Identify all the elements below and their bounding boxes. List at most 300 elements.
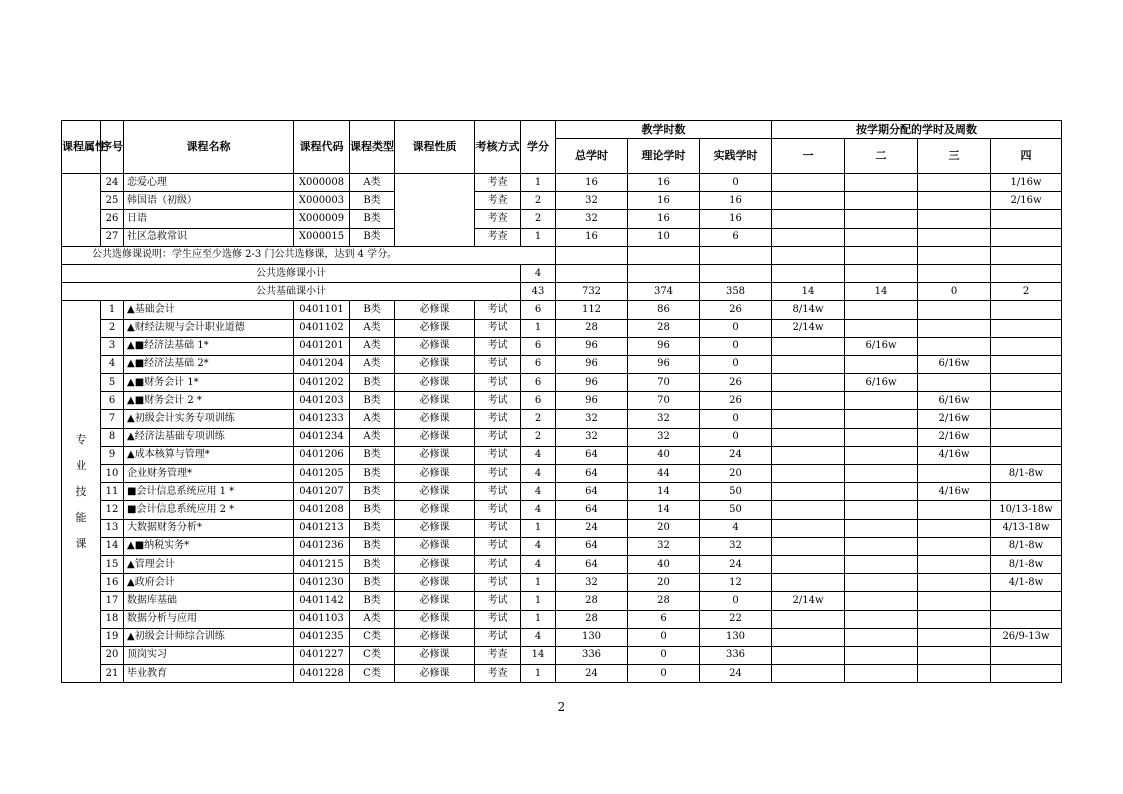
total-hours-cell: 64 [556,483,628,501]
semester-1-cell [772,210,845,228]
semester-1-cell [772,501,845,519]
header-hours-group: 教学时数 [556,121,772,139]
seq-cell: 20 [101,646,124,664]
course-type-cell: B类 [350,392,395,410]
theory-hours-cell: 14 [628,501,700,519]
seq-cell: 27 [101,228,124,246]
public-subtotal-practice: 358 [700,283,772,301]
course-type-cell: B类 [350,228,395,246]
table-row [62,337,1062,355]
course-code-cell: 0401101 [294,301,350,319]
semester-3-cell [918,592,991,610]
table-row [62,210,1062,228]
course-code-cell: 0401203 [294,392,350,410]
semester-2-cell [845,192,918,210]
semester-2-cell [845,410,918,428]
semester-1-cell [772,646,845,664]
semester-2-cell [845,392,918,410]
total-hours-cell: 24 [556,665,628,683]
practice-hours-cell: 0 [700,355,772,373]
course-code-cell: 0401202 [294,374,350,392]
course-type-cell: A类 [350,319,395,337]
course-name-cell: ▲■财务会计 2 * [124,392,294,410]
table-row [62,410,1062,428]
elective-note-row [62,246,1062,264]
course-code-cell: 0401230 [294,574,350,592]
course-type-cell: B类 [350,501,395,519]
practice-hours-cell: 4 [700,519,772,537]
table-row [62,355,1062,373]
header-row-1 [62,121,1062,139]
header-assessment: 考核方式 [475,121,521,174]
course-code-cell: 0401201 [294,337,350,355]
semester-4-cell: 2/16w [991,192,1062,210]
total-hours-cell: 32 [556,574,628,592]
course-nature-cell: 必修课 [395,465,475,483]
elective-subtotal-row [62,264,1062,282]
page-number: 2 [557,700,566,714]
credit-cell: 1 [521,174,556,192]
public-subtotal-theory: 374 [628,283,700,301]
course-nature-cell: 必修课 [395,355,475,373]
practice-hours-cell: 0 [700,428,772,446]
course-name-cell: ▲■经济法基础 1* [124,337,294,355]
course-nature-cell: 必修课 [395,501,475,519]
curriculum-table [61,120,1062,683]
course-type-cell: B类 [350,519,395,537]
course-type-cell: C类 [350,646,395,664]
credit-cell: 4 [521,537,556,555]
course-nature-cell: 必修课 [395,665,475,683]
course-name-cell: 日语 [124,210,294,228]
semester-2-cell [845,355,918,373]
course-name-cell: ▲■纳税实务* [124,537,294,555]
semester-1-cell [772,192,845,210]
theory-hours-cell: 32 [628,410,700,428]
semester-3-cell [918,665,991,683]
credit-cell: 4 [521,555,556,573]
semester-4-cell [991,301,1062,319]
assessment-cell: 考试 [475,355,521,373]
theory-hours-cell: 16 [628,174,700,192]
seq-cell: 4 [101,355,124,373]
header-seq: 序号 [101,121,124,174]
seq-cell: 19 [101,628,124,646]
assessment-cell: 考试 [475,319,521,337]
assessment-cell: 考试 [475,446,521,464]
assessment-cell: 考试 [475,519,521,537]
header-total-hours: 总学时 [556,139,628,174]
theory-hours-cell: 16 [628,210,700,228]
course-type-cell: B类 [350,537,395,555]
seq-cell: 7 [101,410,124,428]
semester-4-cell [991,410,1062,428]
course-code-cell: 0401234 [294,428,350,446]
course-name-cell: ▲管理会计 [124,555,294,573]
course-code-cell: 0401204 [294,355,350,373]
practice-hours-cell: 6 [700,228,772,246]
semester-1-cell [772,337,845,355]
course-name-cell: ▲财经法规与会计职业道德 [124,319,294,337]
semester-4-cell [991,483,1062,501]
semester-2-cell [845,574,918,592]
semester-2-cell [845,228,918,246]
public-subtotal-label: 公共基础课小计 [62,283,521,301]
semester-3-cell [918,537,991,555]
course-nature-cell: 必修课 [395,610,475,628]
semester-2-cell [845,483,918,501]
total-hours-cell: 32 [556,192,628,210]
semester-4-cell: 10/13-18w [991,501,1062,519]
semester-2-cell [845,537,918,555]
seq-cell: 26 [101,210,124,228]
practice-hours-cell: 32 [700,537,772,555]
semester-2-cell [845,501,918,519]
practice-hours-cell: 0 [700,174,772,192]
total-hours-cell: 16 [556,228,628,246]
semester-1-cell [772,428,845,446]
header-name: 课程名称 [124,121,294,174]
semester-3-cell [918,174,991,192]
course-code-cell: 0401208 [294,501,350,519]
semester-1-cell [772,610,845,628]
assessment-cell: 考试 [475,428,521,446]
assessment-cell: 考查 [475,210,521,228]
course-type-cell: B类 [350,301,395,319]
total-hours-cell: 336 [556,646,628,664]
semester-2-cell [845,319,918,337]
table-row [62,628,1062,646]
practice-hours-cell: 24 [700,665,772,683]
course-code-cell: 0401213 [294,519,350,537]
course-name-cell: ■会计信息系统应用 2 * [124,501,294,519]
course-type-cell: A类 [350,410,395,428]
semester-4-cell: 8/1-8w [991,537,1062,555]
seq-cell: 9 [101,446,124,464]
semester-3-cell [918,555,991,573]
header-semester-group: 按学期分配的学时及周数 [772,121,1062,139]
semester-3-cell [918,337,991,355]
course-code-cell: 0401206 [294,446,350,464]
theory-hours-cell: 0 [628,646,700,664]
course-name-cell: ▲初级会计实务专项训练 [124,410,294,428]
semester-3-cell [918,210,991,228]
credit-cell: 2 [521,192,556,210]
course-nature-cell: 必修课 [395,428,475,446]
practice-hours-cell: 0 [700,337,772,355]
course-name-cell: ▲基础会计 [124,301,294,319]
table-row [62,665,1062,683]
course-code-cell: 0401235 [294,628,350,646]
semester-4-cell: 8/1-8w [991,465,1062,483]
total-hours-cell: 32 [556,210,628,228]
semester-2-cell [845,665,918,683]
table-row [62,428,1062,446]
course-type-cell: B类 [350,483,395,501]
seq-cell: 5 [101,374,124,392]
total-hours-cell: 16 [556,174,628,192]
header-theory-hours: 理论学时 [628,139,700,174]
semester-4-cell [991,337,1062,355]
course-code-cell: 0401102 [294,319,350,337]
credit-cell: 1 [521,519,556,537]
semester-1-cell [772,355,845,373]
credit-cell: 4 [521,465,556,483]
semester-2-cell [845,301,918,319]
semester-4-cell: 26/9-13w [991,628,1062,646]
course-name-cell: ▲经济法基础专项训练 [124,428,294,446]
practice-hours-cell: 16 [700,210,772,228]
public-subtotal-credit: 43 [521,283,556,301]
total-hours-cell: 96 [556,355,628,373]
total-hours-cell: 112 [556,301,628,319]
course-name-cell: ▲■财务会计 1* [124,374,294,392]
semester-1-cell [772,465,845,483]
semester-3-cell [918,228,991,246]
seq-cell: 17 [101,592,124,610]
semester-1-cell [772,483,845,501]
total-hours-cell: 64 [556,537,628,555]
course-code-cell: 0401227 [294,646,350,664]
table-row [62,319,1062,337]
theory-hours-cell: 28 [628,592,700,610]
theory-hours-cell: 20 [628,519,700,537]
course-type-cell: A类 [350,174,395,192]
course-nature-cell: 必修课 [395,410,475,428]
semester-1-cell [772,228,845,246]
course-name-cell: ▲初级会计师综合训练 [124,628,294,646]
credit-cell: 4 [521,501,556,519]
assessment-cell: 考查 [475,174,521,192]
table-row [62,537,1062,555]
theory-hours-cell: 6 [628,610,700,628]
course-code-cell: 0401142 [294,592,350,610]
assessment-cell: 考试 [475,410,521,428]
course-name-cell: 企业财务管理* [124,465,294,483]
course-name-cell: ▲政府会计 [124,574,294,592]
semester-2-cell [845,174,918,192]
total-hours-cell: 28 [556,319,628,337]
semester-1-cell [772,392,845,410]
table-row [62,228,1062,246]
semester-3-cell: 6/16w [918,355,991,373]
course-type-cell: B类 [350,192,395,210]
credit-cell: 1 [521,319,556,337]
semester-2-cell: 6/16w [845,374,918,392]
semester-3-cell [918,628,991,646]
theory-hours-cell: 40 [628,446,700,464]
credit-cell: 14 [521,646,556,664]
course-code-cell: 0401236 [294,537,350,555]
semester-4-cell [991,428,1062,446]
semester-2-cell [845,646,918,664]
course-type-cell: B类 [350,374,395,392]
semester-4-cell [991,355,1062,373]
seq-cell: 2 [101,319,124,337]
semester-3-cell [918,319,991,337]
course-type-cell: A类 [350,428,395,446]
credit-cell: 6 [521,374,556,392]
public-subtotal-s3: 0 [918,283,991,301]
semester-3-cell: 4/16w [918,446,991,464]
seq-cell: 21 [101,665,124,683]
semester-1-cell [772,374,845,392]
semester-1-cell: 2/14w [772,592,845,610]
total-hours-cell: 96 [556,337,628,355]
semester-3-cell [918,574,991,592]
semester-1-cell [772,519,845,537]
credit-cell: 4 [521,628,556,646]
header-credit: 学分 [521,121,556,174]
semester-3-cell [918,301,991,319]
semester-4-cell: 4/13-18w [991,519,1062,537]
semester-4-cell [991,392,1062,410]
practice-hours-cell: 0 [700,319,772,337]
seq-cell: 11 [101,483,124,501]
course-name-cell: 大数据财务分析* [124,519,294,537]
header-semester-2: 二 [845,139,918,174]
semester-1-cell: 8/14w [772,301,845,319]
course-name-cell: 数据分析与应用 [124,610,294,628]
semester-3-cell [918,465,991,483]
course-name-cell: ▲■经济法基础 2* [124,355,294,373]
theory-hours-cell: 86 [628,301,700,319]
course-type-cell: B类 [350,574,395,592]
practice-hours-cell: 26 [700,301,772,319]
practice-hours-cell: 24 [700,555,772,573]
assessment-cell: 考查 [475,192,521,210]
course-code-cell: 0401207 [294,483,350,501]
practice-hours-cell: 12 [700,574,772,592]
course-code-cell: X000009 [294,210,350,228]
header-code: 课程代码 [294,121,350,174]
assessment-cell: 考试 [475,592,521,610]
practice-hours-cell: 50 [700,501,772,519]
total-hours-cell: 64 [556,446,628,464]
practice-hours-cell: 16 [700,192,772,210]
practice-hours-cell: 24 [700,446,772,464]
practice-hours-cell: 0 [700,592,772,610]
theory-hours-cell: 32 [628,428,700,446]
theory-hours-cell: 28 [628,319,700,337]
total-hours-cell: 28 [556,610,628,628]
curriculum-sheet [61,120,1062,683]
credit-cell: 1 [521,592,556,610]
semester-2-cell [845,446,918,464]
table-row [62,392,1062,410]
semester-4-cell: 4/1-8w [991,574,1062,592]
credit-cell: 6 [521,301,556,319]
practice-hours-cell: 26 [700,392,772,410]
theory-hours-cell: 44 [628,465,700,483]
assessment-cell: 考试 [475,537,521,555]
semester-2-cell [845,428,918,446]
assessment-cell: 考试 [475,574,521,592]
assessment-cell: 考试 [475,392,521,410]
theory-hours-cell: 70 [628,392,700,410]
course-nature-cell: 必修课 [395,374,475,392]
table-row [62,501,1062,519]
course-name-cell: 恋爱心理 [124,174,294,192]
course-type-cell: B类 [350,446,395,464]
semester-4-cell: 1/16w [991,174,1062,192]
semester-3-cell [918,501,991,519]
semester-1-cell [772,446,845,464]
course-nature-cell [395,174,475,247]
course-type-cell: B类 [350,555,395,573]
semester-4-cell [991,665,1062,683]
theory-hours-cell: 40 [628,555,700,573]
practice-hours-cell: 50 [700,483,772,501]
assessment-cell: 考试 [475,483,521,501]
table-row [62,174,1062,192]
course-code-cell: 0401205 [294,465,350,483]
public-subtotal-s2: 14 [845,283,918,301]
course-code-cell: 0401215 [294,555,350,573]
semester-4-cell [991,592,1062,610]
semester-3-cell [918,374,991,392]
table-row [62,374,1062,392]
theory-hours-cell: 70 [628,374,700,392]
table-row [62,610,1062,628]
theory-hours-cell: 0 [628,628,700,646]
assessment-cell: 考查 [475,228,521,246]
course-name-cell: 社区急救常识 [124,228,294,246]
course-name-cell: ■会计信息系统应用 1 * [124,483,294,501]
course-nature-cell: 必修课 [395,574,475,592]
total-hours-cell: 64 [556,501,628,519]
practice-hours-cell: 20 [700,465,772,483]
semester-2-cell [845,465,918,483]
table-row [62,646,1062,664]
assessment-cell: 考试 [475,374,521,392]
assessment-cell: 考试 [475,301,521,319]
course-type-cell: B类 [350,592,395,610]
theory-hours-cell: 14 [628,483,700,501]
table-row [62,519,1062,537]
category-cell-public [62,174,101,247]
public-subtotal-row [62,283,1062,301]
course-code-cell: X000008 [294,174,350,192]
category-char: 业 [75,458,87,472]
semester-4-cell [991,646,1062,664]
course-name-cell: 毕业教育 [124,665,294,683]
table-row [62,465,1062,483]
course-code-cell: X000003 [294,192,350,210]
practice-hours-cell: 22 [700,610,772,628]
public-subtotal-s1: 14 [772,283,845,301]
semester-4-cell [991,319,1062,337]
category-char: 能 [75,510,87,524]
semester-2-cell: 6/16w [845,337,918,355]
course-nature-cell: 必修课 [395,646,475,664]
category-char: 技 [75,484,87,498]
category-char: 专 [75,432,87,446]
practice-hours-cell: 0 [700,410,772,428]
seq-cell: 6 [101,392,124,410]
course-code-cell: 0401228 [294,665,350,683]
total-hours-cell: 32 [556,410,628,428]
course-type-cell: C类 [350,665,395,683]
seq-cell: 15 [101,555,124,573]
semester-1-cell [772,410,845,428]
semester-4-cell [991,446,1062,464]
credit-cell: 6 [521,392,556,410]
semester-3-cell [918,519,991,537]
semester-3-cell [918,192,991,210]
header-practice-hours: 实践学时 [700,139,772,174]
table-row [62,301,1062,319]
